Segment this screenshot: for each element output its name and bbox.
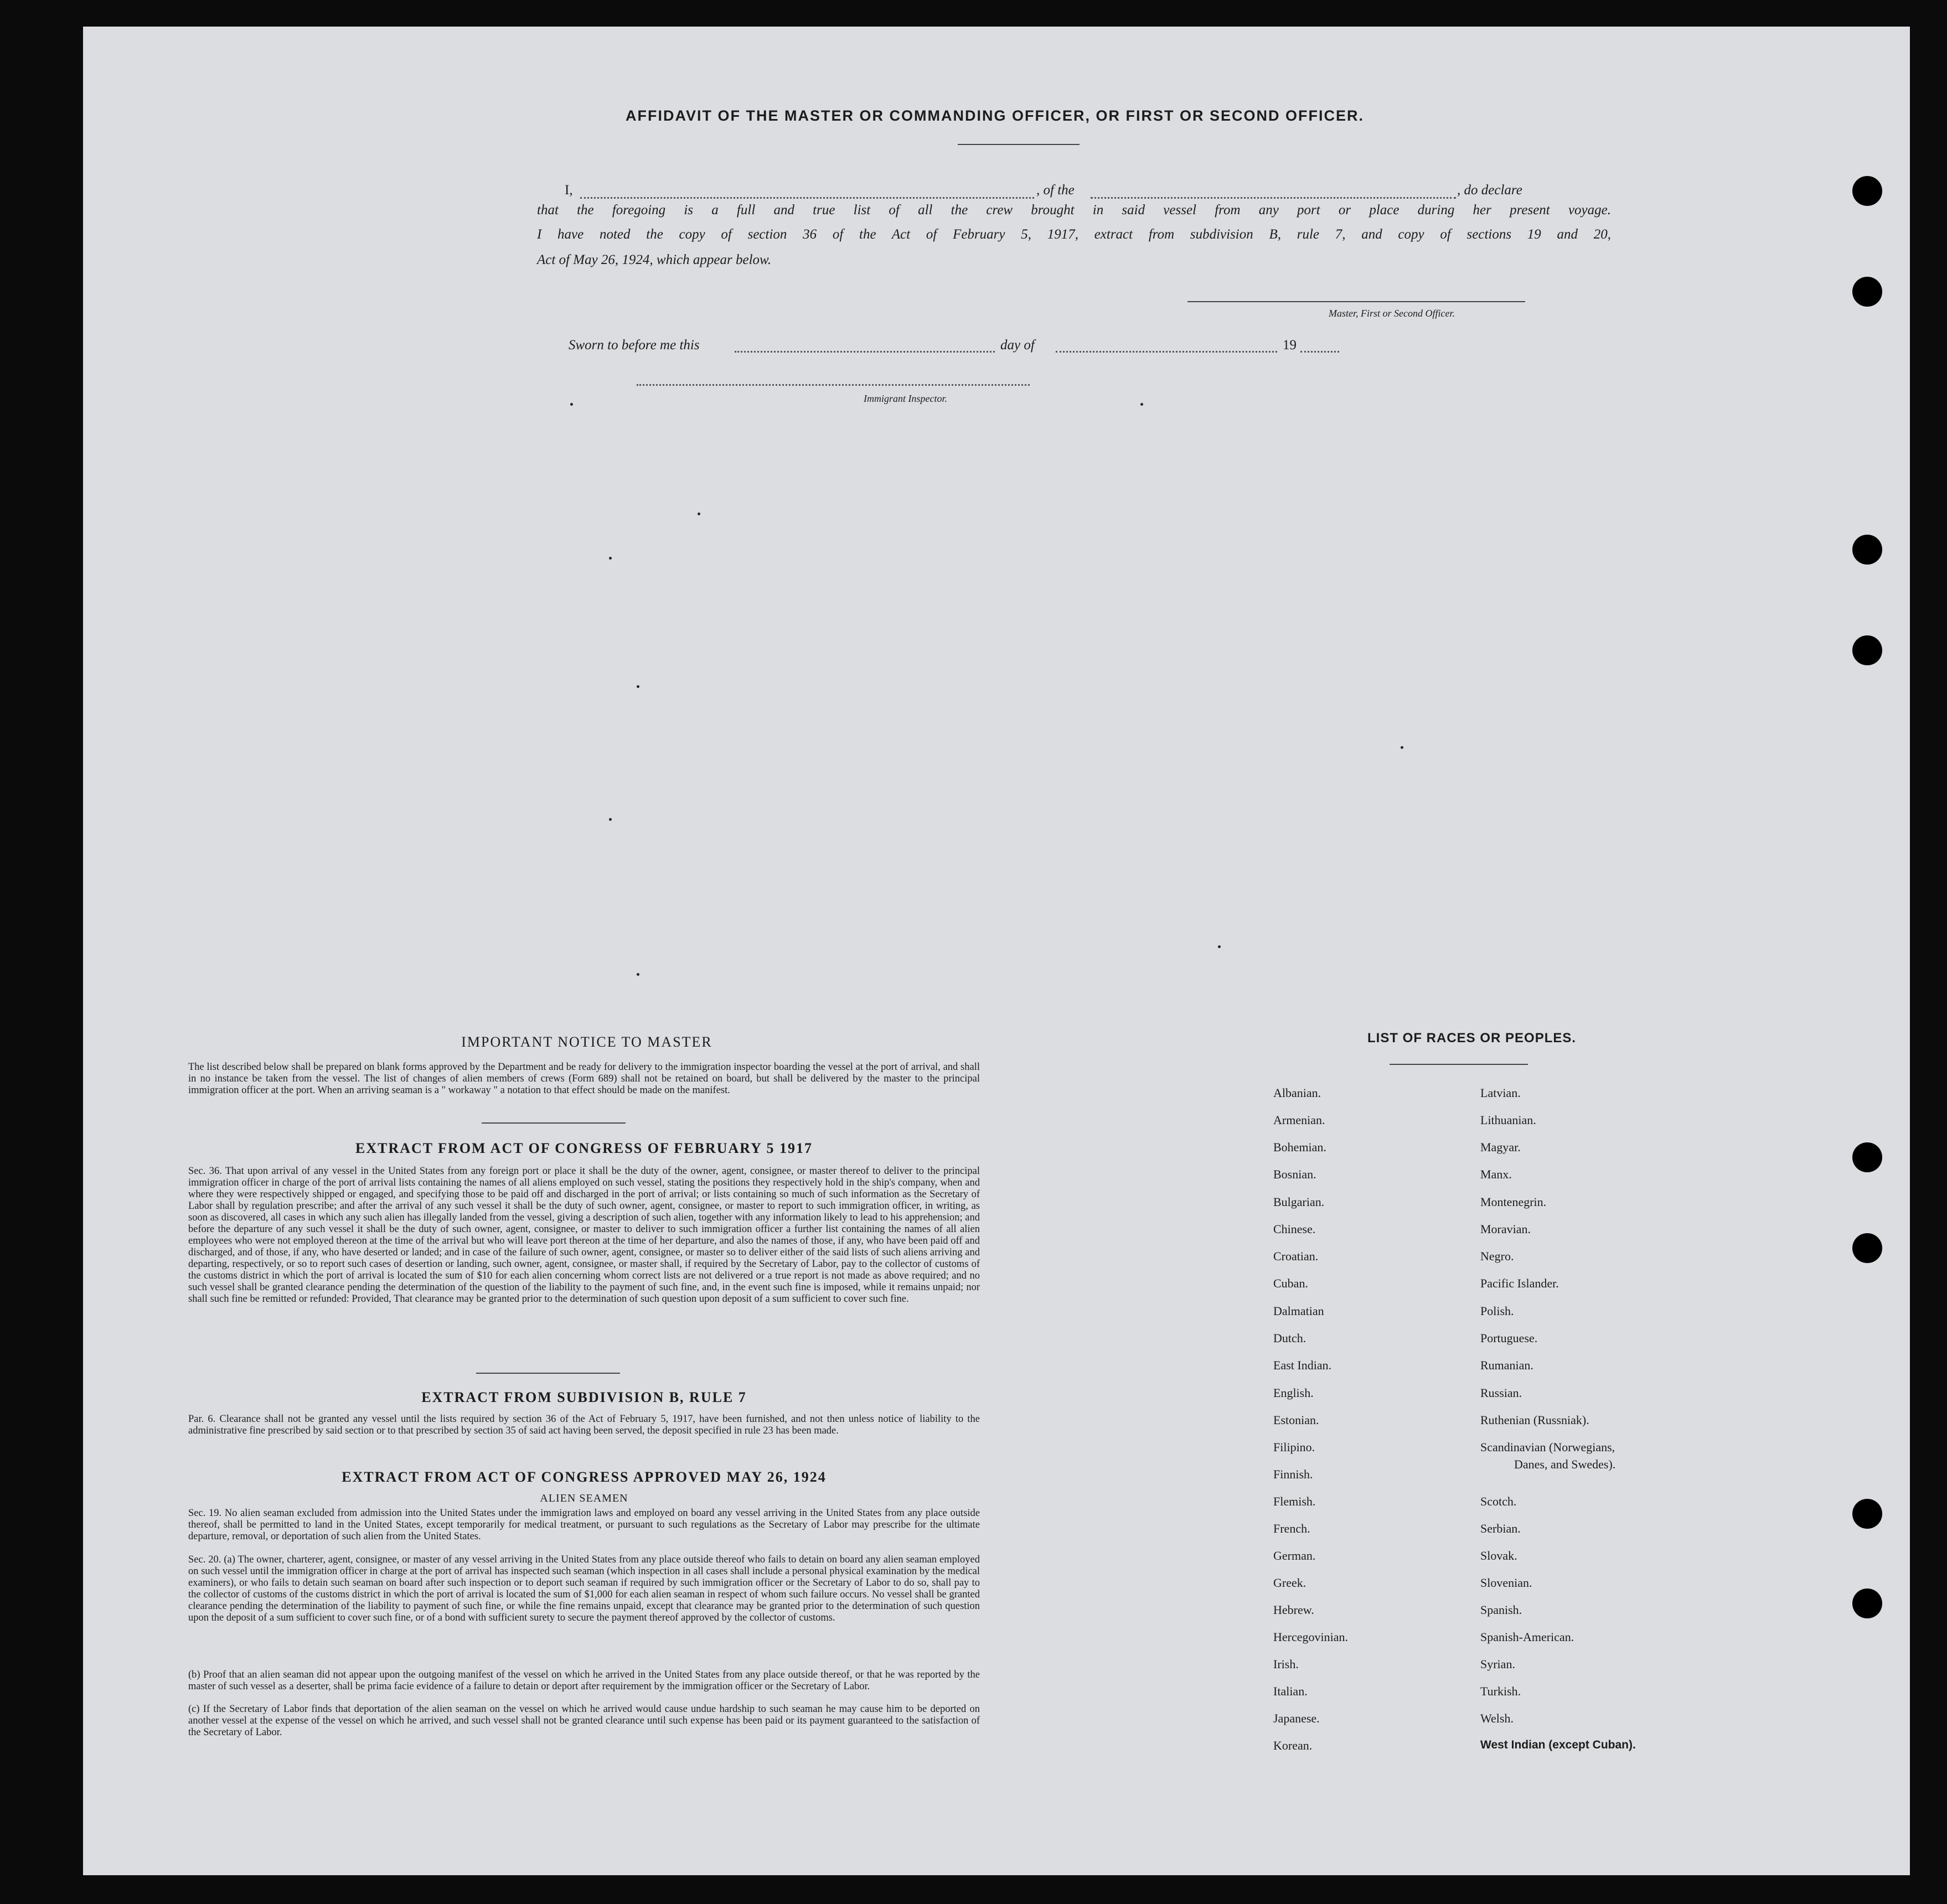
races-title-underline — [1390, 1064, 1528, 1065]
race-left-1: Albanian. — [1273, 1086, 1321, 1100]
race-left-17: French. — [1273, 1522, 1310, 1535]
section-19: Sec. 19. No alien seaman excluded from admission into the United States under the immigration laws and employed on board any vessel arriving in the United States from any place outside thereof, shall be permitted to land in the United States, except temporarily for medical treatment, or pursuant to such regulations as the Secretary of Labor may prescribe for the ultimate departure, removal, or deportation of such alien from the United States. — [188, 1508, 980, 1542]
affidavit-title: AFFIDAVIT OF THE MASTER OR COMMANDING OFFICER, OR FIRST OR SECOND OFFICER. — [626, 107, 1364, 124]
race-left-23: Italian. — [1273, 1684, 1308, 1698]
race-left-14: Filipino. — [1273, 1440, 1315, 1454]
race-right-22: Syrian. — [1480, 1657, 1515, 1671]
declarant-line — [565, 177, 1617, 199]
day-of-label: day of — [1000, 338, 1035, 353]
divider-2 — [476, 1373, 620, 1374]
race-right-23: Turkish. — [1480, 1684, 1521, 1698]
race-left-11: East Indian. — [1273, 1358, 1332, 1372]
race-left-19: Greek. — [1273, 1576, 1306, 1590]
race-left-5: Bulgarian. — [1273, 1195, 1325, 1209]
divider-1 — [482, 1122, 626, 1124]
race-right-10: Portuguese. — [1480, 1331, 1538, 1345]
race-left-9: Dalmatian — [1273, 1304, 1324, 1318]
race-right-20: Spanish. — [1480, 1603, 1522, 1617]
ink-speck — [1218, 945, 1221, 948]
race-right-18: Slovak. — [1480, 1549, 1517, 1562]
race-right-6: Moravian. — [1480, 1222, 1531, 1236]
of-the-label: , of the — [1036, 183, 1075, 198]
extract-1917-title: EXTRACT FROM ACT OF CONGRESS OF FEBRUARY 5 1917 — [355, 1140, 813, 1156]
section-20c: (c) If the Secretary of Labor finds that deportation of the alien seaman on the vessel on which he arrived would cause undue hardship to such seaman he may cause him to be deported on another vessel at the expense of the vessel on which he arrived, and such vessel shall not be granted clearance until such expense has been paid or its payment guaranteed to the satisfaction of the Secretary of Labor. — [188, 1704, 980, 1738]
inspector-caption: Immigrant Inspector. — [864, 393, 947, 404]
ink-speck — [637, 685, 639, 688]
race-right-5: Montenegrin. — [1480, 1195, 1547, 1209]
race-right-25: West Indian (except Cuban). — [1480, 1739, 1636, 1751]
rule-7-title: EXTRACT FROM SUBDIVISION B, RULE 7 — [421, 1389, 747, 1405]
race-right-24: Welsh. — [1480, 1711, 1514, 1725]
do-declare-label: , do declare — [1457, 183, 1522, 198]
inspector-signature-field[interactable] — [637, 384, 1030, 386]
master-signature-field[interactable] — [1187, 301, 1525, 302]
race-right-14: Scandinavian (Norwegians, — [1480, 1440, 1615, 1454]
race-left-3: Bohemian. — [1273, 1140, 1326, 1154]
race-right-9: Polish. — [1480, 1304, 1514, 1318]
master-signature-caption: Master, First or Second Officer. — [1329, 308, 1455, 319]
declarant-name-field[interactable] — [580, 197, 1034, 199]
race-left-21: Hercegovinian. — [1273, 1630, 1348, 1644]
extract-1917-body: Sec. 36. That upon arrival of any vessel in the United States from any foreign port or place it shall be the duty of the owner, agent, consignee, or master thereof to deliver to the principal immigration officer in charge of the port of arrival lists containing the names of all aliens employed on such vessel, stating the positions they respectively hold in the ship's company, when and where they were respectively shipped or engaged, and specifying those to be paid off and discharged in the port of arrival; or lists containing so much of such information as the Secretary of Labor shall by regulation prescribe; and after the arrival of any such vessel it shall be the duty of such owner, agent, consignee, or master to report to such immigration officer, in writing, as soon as discovered, all cases in which any such alien has illegally landed from the vessel, giving a description of such alien, together with any information likely to lead to his apprehension; and before the departure of any such vessel it shall be the duty of such owner, agent, consignee, or master to deliver to such immigration officer a further list containing the names of all alien employees who were not employed thereon at the time of the arrival but who will leave port thereon at the time of her departure, and also the names of those, if any, who have been paid off and discharged, and of those, if any, who have deserted or landed; and in case of the failure of such owner, agent, consignee, or master so to deliver either of the said lists of such aliens arriving and departing, respectively, or so to report such cases of desertion or landing, such owner, agent, consignee, or master shall, if required by the Secretary of Labor, pay to the collector of customs of the customs district in which the port of arrival is located the sum of $10 for each alien concerning whom correct lists are not delivered or a true report is not made as above required; and no such vessel shall be granted clearance pending the determination of the question of the liability to the payment of such fine, and, in the event such fine is imposed, while it remains unpaid; nor shall such fine be remitted or refunded: Provided, That clearance may be granted prior to the determination of such question upon deposit of a sum sufficient to cover such fine. — [188, 1166, 980, 1305]
race-right-7: Negro. — [1480, 1249, 1514, 1263]
race-left-15: Finnish. — [1273, 1467, 1313, 1481]
race-left-2: Armenian. — [1273, 1113, 1325, 1127]
binder-hole — [1852, 1589, 1882, 1618]
race-right-21: Spanish-American. — [1480, 1630, 1574, 1644]
section-20b: (b) Proof that an alien seaman did not appear upon the outgoing manifest of the vessel on which he arrived in the United States from any place outside thereof, or that he was reported by the master of such vessel as a deserter, shall be prima facie evidence of a failure to detain or deport after requirement by the immigration officer or the Secretary of Labor. — [188, 1669, 980, 1692]
race-left-12: English. — [1273, 1386, 1314, 1400]
sworn-month-field[interactable] — [1056, 351, 1277, 353]
declarant-prefix: I, — [565, 183, 573, 198]
race-left-24: Japanese. — [1273, 1711, 1320, 1725]
race-right-11: Rumanian. — [1480, 1358, 1533, 1372]
race-right-12: Russian. — [1480, 1386, 1522, 1400]
race-left-4: Bosnian. — [1273, 1167, 1316, 1181]
race-left-6: Chinese. — [1273, 1222, 1316, 1236]
race-right-13: Ruthenian (Russniak). — [1480, 1413, 1589, 1427]
ink-speck — [609, 818, 612, 821]
binder-hole — [1852, 535, 1882, 565]
affidavit-text-4: Act of May 26, 1924, which appear below. — [537, 252, 772, 267]
ink-speck — [698, 513, 700, 515]
race-right-15: Danes, and Swedes). — [1514, 1457, 1616, 1471]
sworn-prefix: Sworn to before me this — [569, 338, 700, 353]
race-left-18: German. — [1273, 1549, 1316, 1562]
affidavit-text-2: that the foregoing is a full and true list of all the crew brought in said vessel from any port or place during her present voyage. — [537, 203, 1611, 218]
race-left-22: Irish. — [1273, 1657, 1299, 1671]
binder-hole — [1852, 277, 1882, 307]
race-right-2: Lithuanian. — [1480, 1113, 1536, 1127]
ink-speck — [609, 557, 612, 560]
race-right-19: Slovenian. — [1480, 1576, 1532, 1590]
notice-title: IMPORTANT NOTICE TO MASTER — [461, 1034, 712, 1050]
race-left-20: Hebrew. — [1273, 1603, 1314, 1617]
race-left-13: Estonian. — [1273, 1413, 1319, 1427]
race-left-25: Korean. — [1273, 1739, 1313, 1752]
title-underline — [958, 144, 1080, 145]
sworn-day-field[interactable] — [735, 351, 995, 353]
section-20a: Sec. 20. (a) The owner, charterer, agent, consignee, or master of any vessel arriving in the United States from any place outside thereof who fails to detain on board any alien seaman employed on such vessel until the immigration officer in charge at the port of arrival has inspected such seaman (which inspection in all cases shall include a personal physical examination by the medical examiners), or who fails to detain such seaman on board after such inspection or to deport such seaman if required by such immigration officer or the Secretary of Labor to do so, shall pay to the collector of customs of the customs district in which the port of arrival is located the sum of $1,000 for each alien seaman in respect of whom such failure occurs. No vessel shall be granted clearance pending the determination of the liability to payment of such fine, or while the fine remains unpaid, except that clearance may be granted prior to the determination of such question upon the deposit of a sum sufficient to cover such fine, or of a bond with sufficient surety to secure the payment thereof approved by the collector of customs. — [188, 1554, 980, 1623]
vessel-name-field[interactable] — [1091, 197, 1456, 199]
race-left-7: Croatian. — [1273, 1249, 1319, 1263]
race-left-10: Dutch. — [1273, 1331, 1306, 1345]
rule-7-body: Par. 6. Clearance shall not be granted any vessel until the lists required by section 36 of the Act of February 5, 1917, have been furnished, and not then unless notice of liability to the administrative fine prescribed by said section or to that prescribed by section 35 of said act having been served, the deposit specified in rule 23 has been made. — [188, 1414, 980, 1436]
binder-hole — [1852, 176, 1882, 206]
race-left-16: Flemish. — [1273, 1494, 1316, 1508]
binder-hole — [1852, 635, 1882, 665]
binder-hole — [1852, 1142, 1882, 1172]
ink-speck — [1140, 403, 1143, 406]
race-left-8: Cuban. — [1273, 1276, 1308, 1290]
race-right-16: Scotch. — [1480, 1494, 1517, 1508]
binder-hole — [1852, 1233, 1882, 1263]
races-title: LIST OF RACES OR PEOPLES. — [1367, 1031, 1577, 1046]
year-label: 19 — [1283, 338, 1297, 353]
ink-speck — [1401, 746, 1403, 749]
race-right-8: Pacific Islander. — [1480, 1276, 1559, 1290]
race-right-3: Magyar. — [1480, 1140, 1521, 1154]
race-right-17: Serbian. — [1480, 1522, 1521, 1535]
race-right-1: Latvian. — [1480, 1086, 1521, 1100]
sworn-line — [569, 334, 1399, 356]
alien-seamen-subtitle: ALIEN SEAMEN — [540, 1492, 628, 1504]
affidavit-text-3: I have noted the copy of section 36 of the Act of February 5, 1917, extract from subdivision B, rule 7, and copy of sections 19 and 20, — [537, 227, 1611, 242]
extract-1924-title: EXTRACT FROM ACT OF CONGRESS APPROVED MAY 26, 1924 — [342, 1469, 827, 1485]
sworn-year-field[interactable] — [1300, 351, 1339, 353]
binder-hole — [1852, 1499, 1882, 1529]
race-right-4: Manx. — [1480, 1167, 1512, 1181]
ink-speck — [570, 403, 573, 406]
form-sheet — [83, 27, 1910, 1875]
ink-speck — [637, 973, 639, 976]
notice-body: The list described below shall be prepared on blank forms approved by the Department and be ready for delivery to the immigration inspector boarding the vessel at the port of arrival, and shall in no instance be taken from the vessel. The list of changes of alien members of crews (Form 689) shall not be retained on board, but shall be delivered by the master to the principal immigration officer at the port. When an arriving seaman is a " workaway " a notation to that effect should be made on the manifest. — [188, 1062, 980, 1096]
